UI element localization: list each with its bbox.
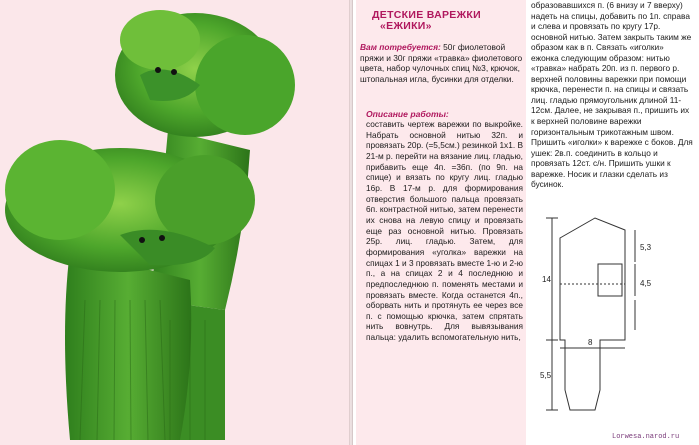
- dim-height: 14: [542, 275, 551, 284]
- page-spine: [349, 0, 353, 445]
- hedgehog-mittens-photo: [0, 0, 349, 445]
- site-watermark: Lorwesa.narod.ru: [612, 433, 680, 441]
- materials-text: 50г фиолетовой пряжи и 30г пряжи «травка» фиолетового цвета, набор чулочных спиц №3, крючок, штопальная игла, бусинки для отделки.: [360, 42, 523, 84]
- title-line-1: ДЕТСКИЕ ВАРЕЖКИ: [372, 9, 481, 21]
- instructions-text-1: составить чертеж варежки по выкройке. Набрать основной нитью 32п. и провязать 20р. (=5,5см.) резинкой 1х1. В 21-м р. перейти на вязание лиц. гладью, прибавить еще 4п. =36п. (по 9п. на спице) и вязать по кругу лиц. гладью 16р. В 17-м р. для формирования отверстия большого пальца провязать 6п. контрастной нитью, затем перенести их снова на левую спицу и провязать еще раз основной нитью. Провязать 25р. лиц. гладью. Затем, для формирования «уголка» варежки на спицах 1 и 3 провязать вместе 1-ю и 2-ю п., а на спицах 2 и 4 последнюю и предпоследнюю п. поменять местами и провязать вместе. Когда останется 4п., оборвать нить и протянуть ее через все п. с помощью крючка, затем спрятать нить вовнутрь. Для вывязывания пальца: удалить вспомогательную нить,: [366, 119, 523, 343]
- dim-width: 8: [588, 338, 593, 347]
- dim-cuff: 5,5: [540, 371, 552, 380]
- article-title: [372, 10, 522, 32]
- dim-thumb-height: 5,3: [640, 243, 652, 252]
- materials-block: [360, 42, 524, 84]
- dim-thumb-width: 4,5: [640, 279, 652, 288]
- title-line-2: «ЕЖИКИ»: [380, 20, 432, 32]
- photo-page: [0, 0, 349, 445]
- instructions-text-2: образовавшихся п. (6 внизу и 7 вверху) надеть на спицы, добавить по 1п. справа и слева и провязать по кругу 17р. основной нитью. Затем закрыть таким же образом как в п. Связать «иголки» ежонка следующим образом: нитью «травка» набрать 20п. из п. первого р. верхней половины варежки при помощи крючка, перенести п. на спицы и связать лиц. гладью прямоугольник длиной 11-12см. Далее, не закрывая п., пришить их к верхней половине варежки горизонтальным трикотажным швом. Пришить «иголки» к варежке с боков. Для ушек: 2в.п. соединить в кольцо и провязать 12ст. с/н. Пришить ушки к варежке. Носик и глазки сделать из бусинок.: [531, 0, 693, 190]
- mitten-pattern-diagram: [540, 190, 695, 432]
- materials-label: Вам потребуется:: [360, 42, 441, 52]
- description-heading: Описание работы:: [366, 109, 449, 119]
